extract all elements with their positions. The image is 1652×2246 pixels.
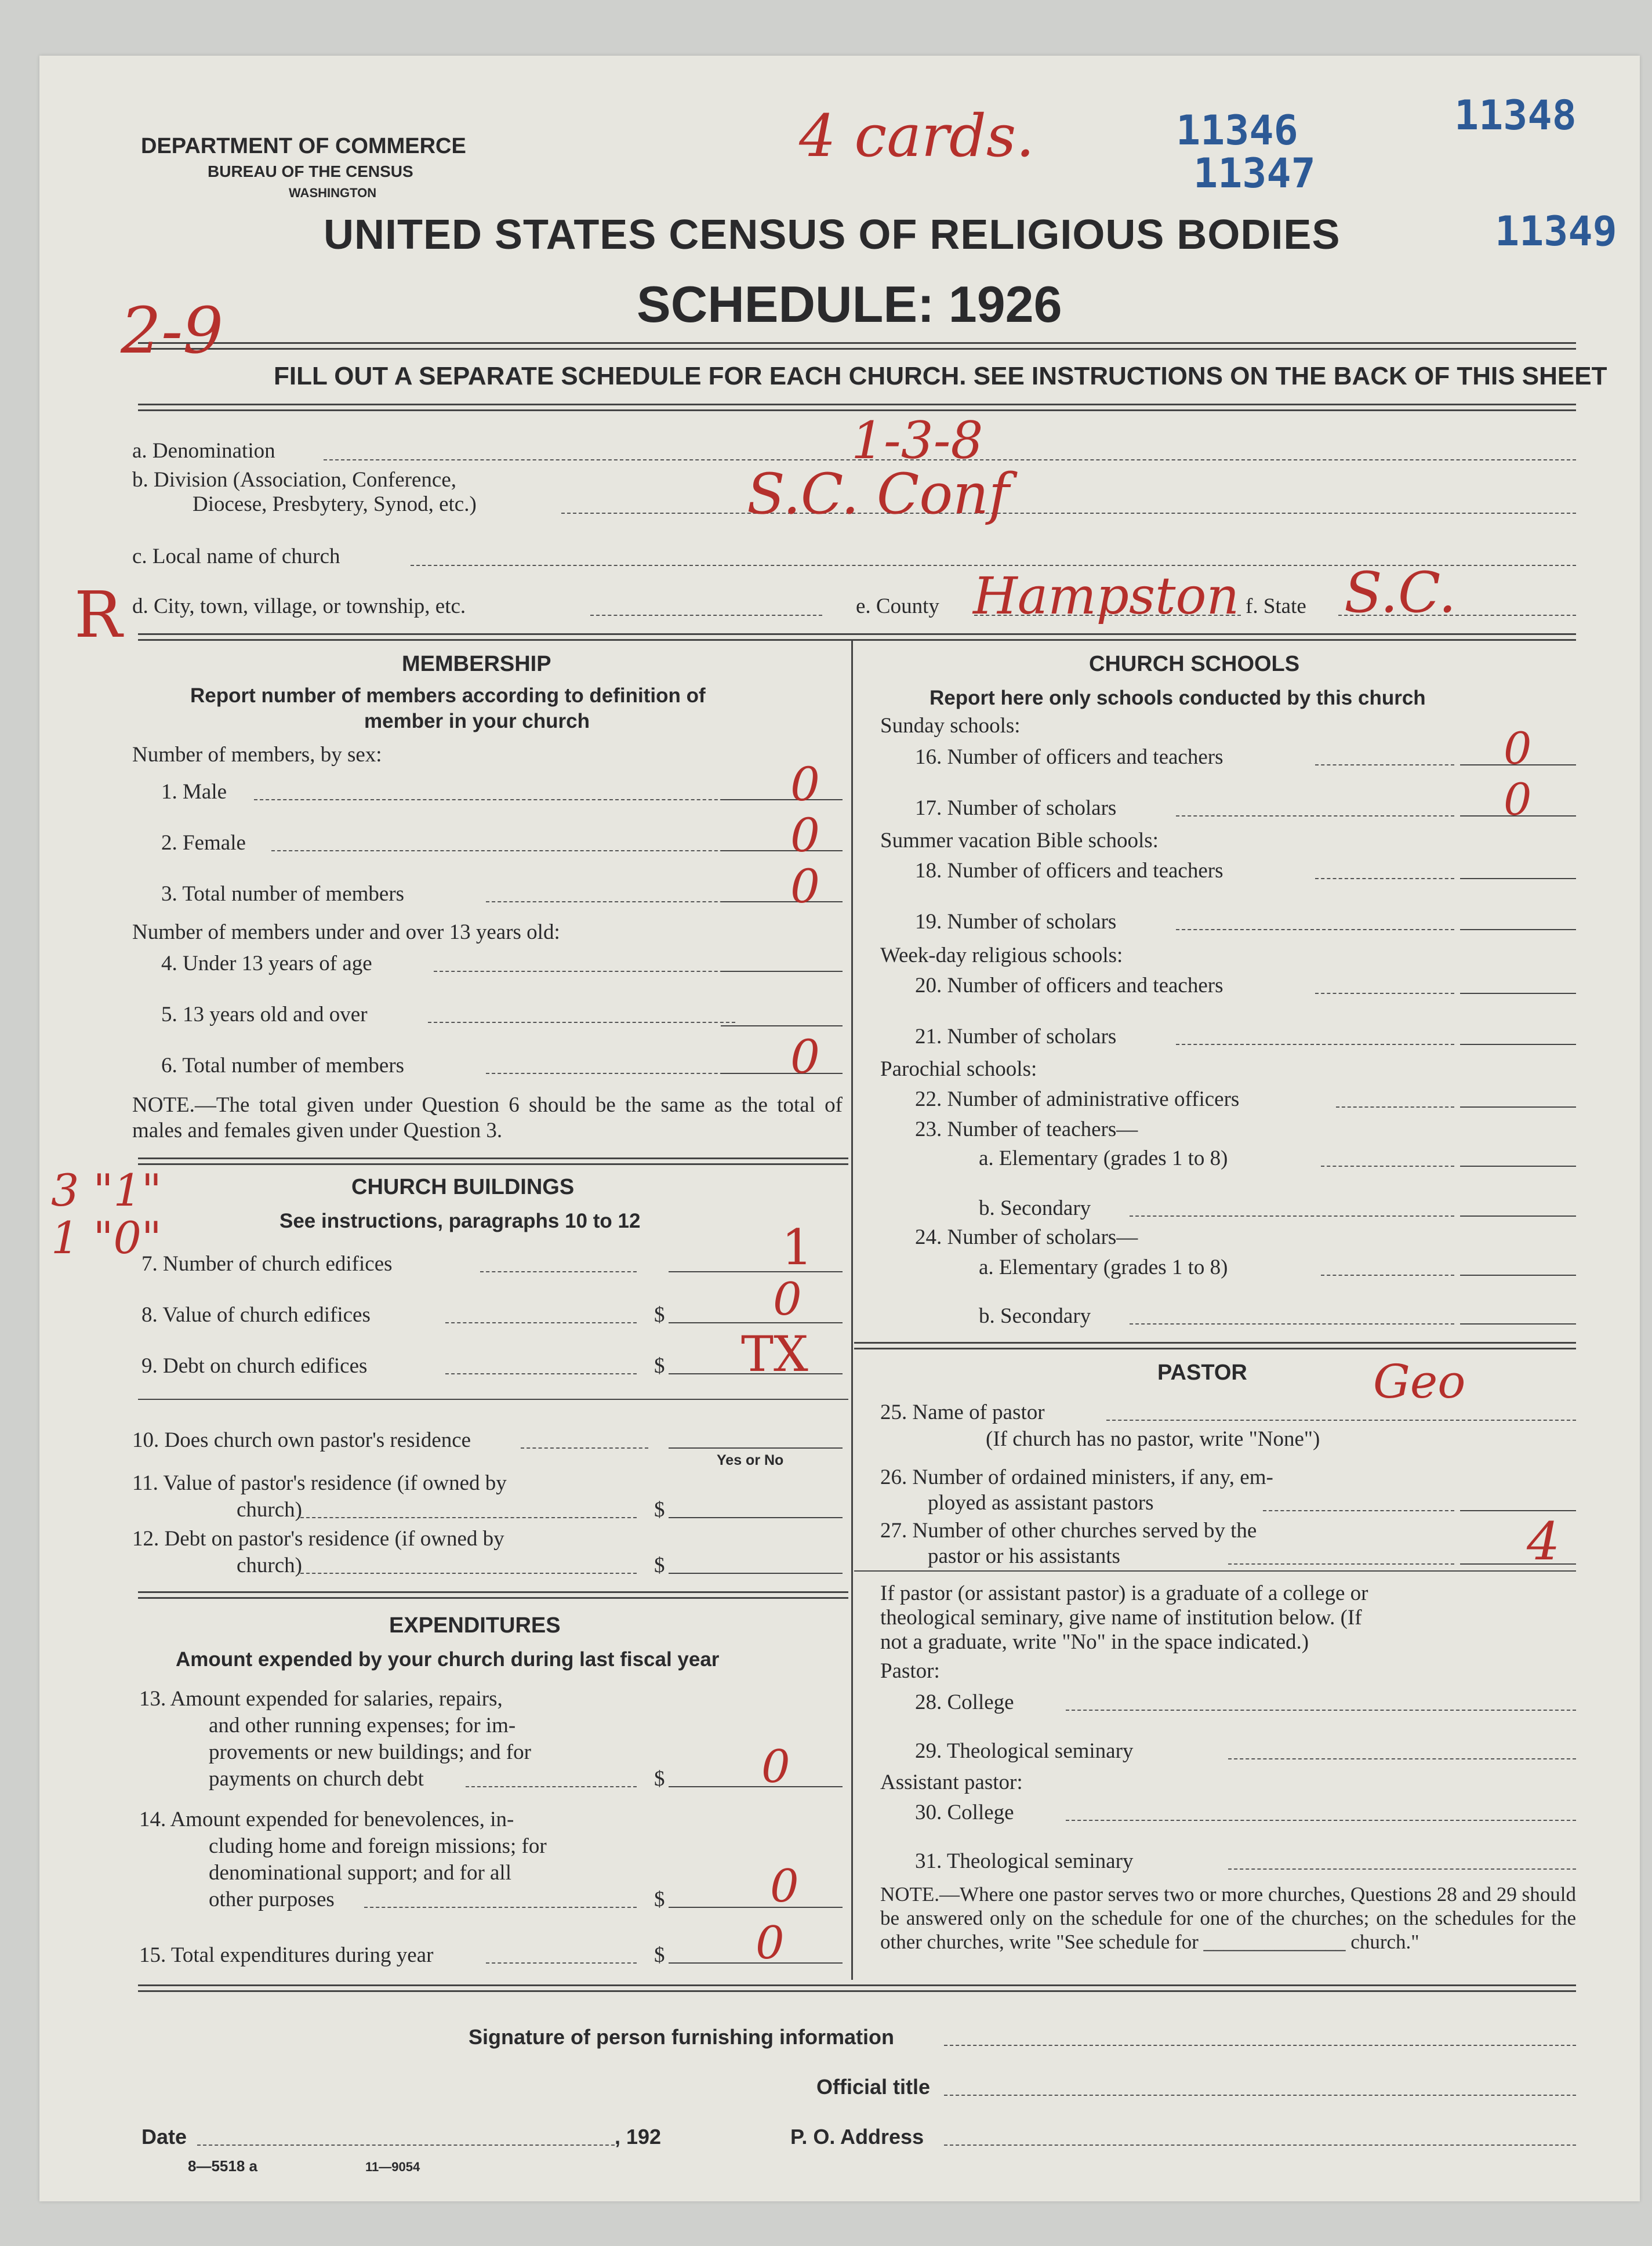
- label-q2-female: 2. Female: [161, 831, 246, 855]
- q14-leader: [364, 1907, 637, 1908]
- label-q19: 19. Number of scholars: [915, 910, 1117, 934]
- q1-answer-line[interactable]: [721, 799, 843, 800]
- hw-margin-note-a: 3 "1": [51, 1164, 162, 1216]
- q30-answer-line[interactable]: [1066, 1820, 1576, 1821]
- label-pastor: Pastor:: [880, 1659, 940, 1683]
- hw-total-members: 0: [790, 859, 820, 913]
- label-q26-line2: ployed as assistant pastors: [928, 1491, 1154, 1515]
- label-q23: 23. Number of teachers—: [915, 1117, 1138, 1141]
- hw-cards: 4 cards.: [799, 102, 1034, 170]
- q22-answer-line[interactable]: [1460, 1106, 1576, 1108]
- q4-leader: [434, 971, 735, 972]
- form-title: UNITED STATES CENSUS OF RELIGIOUS BODIES: [324, 212, 1341, 258]
- q20-answer-line[interactable]: [1460, 993, 1576, 994]
- hw-salaries: 0: [761, 1741, 790, 1793]
- q21-leader: [1176, 1044, 1454, 1045]
- form-number: 8—5518 a: [188, 2157, 257, 2175]
- hw-total-members-6: 0: [790, 1030, 820, 1084]
- q24b-leader: [1130, 1323, 1454, 1325]
- official-title-label: Official title: [816, 2075, 931, 2099]
- q23a-leader: [1321, 1166, 1454, 1167]
- q16-leader: [1315, 764, 1454, 765]
- buildings-rule: [138, 1591, 848, 1599]
- hw-male: 0: [790, 757, 820, 811]
- footer-rule: [138, 1984, 1576, 1992]
- q23b-answer-line[interactable]: [1460, 1215, 1576, 1217]
- hw-other-churches: 4: [1527, 1511, 1560, 1572]
- label-q4-under13: 4. Under 13 years of age: [161, 952, 372, 975]
- q11-answer-line[interactable]: [669, 1517, 843, 1518]
- q31-answer-line[interactable]: [1228, 1868, 1576, 1870]
- q8-answer-line[interactable]: [669, 1322, 843, 1323]
- signature-label: Signature of person furnishing information: [469, 2025, 894, 2049]
- label-q27-line2: pastor or his assistants: [928, 1544, 1120, 1568]
- q12-leader: [300, 1573, 637, 1574]
- q5-leader: [428, 1022, 735, 1023]
- print-number: 11—9054: [365, 2160, 420, 2174]
- label-q16: 16. Number of officers and teachers: [915, 745, 1223, 769]
- q11-leader: [300, 1517, 637, 1518]
- label-q23a: a. Elementary (grades 1 to 8): [979, 1146, 1228, 1170]
- q12-dollar: $: [654, 1554, 665, 1577]
- schools-heading: CHURCH SCHOOLS: [1089, 652, 1300, 676]
- label-division-1: b. Division (Association, Conference,: [132, 468, 456, 492]
- city-line[interactable]: [590, 615, 822, 616]
- q9-dollar: $: [654, 1354, 665, 1378]
- label-q30: 30. College: [915, 1801, 1014, 1824]
- division-line[interactable]: [561, 513, 1576, 514]
- label-q12-line1: 12. Debt on pastor's residence (if owned by: [132, 1527, 504, 1551]
- expenditures-heading: EXPENDITURES: [389, 1613, 561, 1638]
- q2-leader: [271, 850, 735, 851]
- date-label: Date: [141, 2125, 187, 2149]
- membership-note: NOTE.—The total given under Question 6 should be the same as the total of males and females given under Question 3.: [132, 1093, 843, 1142]
- label-q24b: b. Secondary: [979, 1304, 1091, 1328]
- label-summer-schools: Summer vacation Bible schools:: [880, 829, 1159, 852]
- q14-answer-line[interactable]: [669, 1907, 843, 1908]
- q13-dollar: $: [654, 1767, 665, 1791]
- label-q8-edifice-value: 8. Value of church edifices: [141, 1303, 371, 1327]
- bureau-name: BUREAU OF THE CENSUS: [208, 162, 413, 180]
- q8-dollar: $: [654, 1303, 665, 1327]
- dept-name: DEPARTMENT OF COMMERCE: [141, 134, 466, 158]
- membership-sub-2: member in your church: [364, 710, 590, 732]
- q24b-answer-line[interactable]: [1460, 1323, 1576, 1325]
- membership-sub-1: Report number of members according to definition of: [190, 684, 706, 707]
- q25-answer-line[interactable]: [1106, 1420, 1576, 1421]
- q7-answer-line[interactable]: [669, 1271, 843, 1272]
- buildings-heading: CHURCH BUILDINGS: [351, 1175, 575, 1199]
- label-q11-line2: church): [237, 1498, 302, 1522]
- hw-division: S.C. Conf: [747, 462, 1010, 527]
- q20-leader: [1315, 993, 1454, 994]
- schools-rule: [854, 1342, 1576, 1349]
- q13-answer-line[interactable]: [669, 1786, 843, 1787]
- q10-answer-line[interactable]: [669, 1447, 843, 1449]
- label-q14-line4: other purposes: [209, 1888, 335, 1911]
- q15-dollar: $: [654, 1943, 665, 1967]
- census-schedule-sheet: [39, 56, 1640, 2201]
- hw-female: 0: [790, 808, 820, 862]
- hw-sunday-scholars: 0: [1504, 774, 1532, 825]
- q13-leader: [466, 1786, 637, 1787]
- form-subtitle: SCHEDULE: 1926: [637, 275, 1062, 333]
- label-q6-total: 6. Total number of members: [161, 1054, 405, 1077]
- label-by-sex: Number of members, by sex:: [132, 743, 382, 767]
- hw-edifice-value: 0: [773, 1273, 802, 1326]
- hw-edifices: 1: [782, 1219, 813, 1276]
- date-line[interactable]: [197, 2145, 615, 2146]
- label-q9-edifice-debt: 9. Debt on church edifices: [141, 1354, 368, 1378]
- label-q14-line3: denominational support; and for all: [209, 1861, 511, 1885]
- expenditures-sub: Amount expended by your church during last fiscal year: [176, 1648, 720, 1671]
- hw-denomination: 1-3-8: [851, 411, 983, 470]
- label-assistant-pastor: Assistant pastor:: [880, 1770, 1023, 1794]
- signature-line[interactable]: [944, 2045, 1576, 2046]
- label-q26-line1: 26. Number of ordained ministers, if any, em-: [880, 1465, 1273, 1489]
- graduate-note-2: theological seminary, give name of institution below. (If: [880, 1606, 1362, 1630]
- label-local-name: c. Local name of church: [132, 545, 340, 568]
- membership-rule: [138, 1158, 848, 1165]
- q15-leader: [486, 1962, 637, 1964]
- hw-margin-note-b: 1 "0": [51, 1212, 162, 1264]
- form-instruction: FILL OUT A SEPARATE SCHEDULE FOR EACH CHURCH. SEE INSTRUCTIONS ON THE BACK OF THIS SHEET: [274, 362, 1607, 390]
- label-city: d. City, town, village, or township, etc.: [132, 594, 466, 618]
- q14-dollar: $: [654, 1888, 665, 1911]
- q23b-leader: [1130, 1215, 1454, 1217]
- label-q15-total: 15. Total expenditures during year: [139, 1943, 434, 1967]
- column-divider: [851, 640, 853, 1980]
- q2-answer-line[interactable]: [721, 850, 843, 851]
- label-q13-line2: and other running expenses; for im-: [209, 1714, 516, 1737]
- label-sunday-schools: Sunday schools:: [880, 714, 1021, 738]
- q10-leader: [521, 1447, 648, 1449]
- q6-leader: [486, 1073, 735, 1074]
- label-q14-line2: cluding home and foreign missions; for: [209, 1834, 547, 1858]
- buildings-sub: See instructions, paragraphs 10 to 12: [279, 1210, 641, 1232]
- label-q31: 31. Theological seminary: [915, 1849, 1134, 1873]
- q12-answer-line[interactable]: [669, 1573, 843, 1574]
- q24a-answer-line[interactable]: [1460, 1275, 1576, 1276]
- date-year-suffix: , 192: [615, 2125, 662, 2149]
- identification-rule: [138, 633, 1576, 641]
- q5-answer-line[interactable]: [721, 1025, 843, 1026]
- hw-state: S.C.: [1344, 560, 1457, 625]
- hw-county: Hampston: [973, 566, 1240, 626]
- label-q24: 24. Number of scholars—: [915, 1225, 1138, 1249]
- label-q3-total: 3. Total number of members: [161, 882, 405, 906]
- stamp-number-4: 11349: [1495, 208, 1617, 255]
- label-q27-line1: 27. Number of other churches served by the: [880, 1519, 1257, 1543]
- stamp-number-3: 11348: [1454, 92, 1577, 139]
- pastor-note: NOTE.—Where one pastor serves two or more churches, Questions 28 and 29 should be answered only on the schedule for one of the churches; on the schedules for the other churches, write "See schedule for ______________ church.": [880, 1883, 1576, 1953]
- label-q20: 20. Number of officers and teachers: [915, 974, 1223, 997]
- label-state: f. State: [1246, 594, 1306, 618]
- q4-answer-line[interactable]: [721, 971, 843, 972]
- label-q18: 18. Number of officers and teachers: [915, 859, 1223, 883]
- q29-answer-line[interactable]: [1228, 1758, 1576, 1759]
- q8-leader: [445, 1322, 637, 1323]
- label-q29: 29. Theological seminary: [915, 1739, 1134, 1763]
- hw-r-mark: R: [74, 578, 122, 652]
- q18-leader: [1315, 878, 1454, 879]
- q7-leader: [480, 1271, 637, 1272]
- label-q13-line1: 13. Amount expended for salaries, repairs,: [139, 1687, 503, 1711]
- q27-leader: [1228, 1563, 1454, 1565]
- q1-leader: [254, 799, 735, 800]
- hw-benevolences: 0: [770, 1860, 799, 1913]
- hw-code: 2-9: [121, 293, 224, 368]
- label-weekday-schools: Week-day religious schools:: [880, 944, 1123, 967]
- graduate-note-1: If pastor (or assistant pastor) is a graduate of a college or: [880, 1581, 1368, 1605]
- q26-leader: [1263, 1510, 1454, 1511]
- label-q10-residence: 10. Does church own pastor's residence: [132, 1428, 471, 1452]
- q6-answer-line[interactable]: [721, 1073, 843, 1074]
- q17-leader: [1176, 815, 1454, 817]
- hw-pastor-name: Geo: [1373, 1355, 1466, 1409]
- stamp-number-1: 11346: [1176, 107, 1298, 154]
- label-q17: 17. Number of scholars: [915, 796, 1117, 820]
- label-q14-line1: 14. Amount expended for benevolences, in-: [139, 1808, 514, 1831]
- label-q25: 25. Name of pastor: [880, 1400, 1045, 1424]
- po-address-label: P. O. Address: [790, 2125, 924, 2149]
- label-q11-line1: 11. Value of pastor's residence (if owned by: [132, 1471, 507, 1495]
- label-denomination: a. Denomination: [132, 439, 275, 463]
- q25-note: (If church has no pastor, write "None"): [986, 1427, 1320, 1451]
- label-q12-line2: church): [237, 1554, 302, 1577]
- label-county: e. County: [856, 594, 939, 618]
- q22-leader: [1336, 1106, 1454, 1108]
- po-address-line[interactable]: [944, 2145, 1576, 2146]
- hw-sunday-officers: 0: [1504, 723, 1532, 774]
- q18-answer-line[interactable]: [1460, 878, 1576, 879]
- official-title-line[interactable]: [944, 2095, 1576, 2096]
- pastor-mid-rule: [854, 1570, 1576, 1572]
- label-q23b: b. Secondary: [979, 1196, 1091, 1220]
- bureau-city: WASHINGTON: [289, 186, 377, 200]
- hw-total-expenditures: 0: [756, 1917, 785, 1969]
- label-q22: 22. Number of administrative officers: [915, 1087, 1240, 1111]
- label-q13-line4: payments on church debt: [209, 1767, 424, 1791]
- pastor-heading: PASTOR: [1157, 1360, 1247, 1385]
- q9-leader: [445, 1373, 637, 1374]
- label-division-2: Diocese, Presbytery, Synod, etc.): [193, 492, 477, 516]
- label-q24a: a. Elementary (grades 1 to 8): [979, 1256, 1228, 1279]
- q3-leader: [486, 901, 735, 902]
- q11-dollar: $: [654, 1498, 665, 1522]
- q19-leader: [1176, 929, 1454, 930]
- buildings-mid-rule: [138, 1399, 848, 1400]
- label-q28: 28. College: [915, 1690, 1014, 1714]
- q24a-leader: [1321, 1275, 1454, 1276]
- label-parochial-schools: Parochial schools:: [880, 1057, 1037, 1081]
- q21-answer-line[interactable]: [1460, 1044, 1576, 1045]
- q19-answer-line[interactable]: [1460, 929, 1576, 930]
- label-q13-line3: provements or new buildings; and for: [209, 1740, 531, 1764]
- hw-edifice-debt: TX: [741, 1326, 808, 1383]
- yes-or-no-hint: Yes or No: [717, 1452, 784, 1468]
- q28-answer-line[interactable]: [1066, 1710, 1576, 1711]
- label-q1-male: 1. Male: [161, 780, 227, 804]
- q23a-answer-line[interactable]: [1460, 1166, 1576, 1167]
- label-q21: 21. Number of scholars: [915, 1025, 1117, 1048]
- q3-answer-line[interactable]: [721, 901, 843, 902]
- label-by-age: Number of members under and over 13 years old:: [132, 920, 560, 944]
- header-rule: [138, 342, 1576, 350]
- label-q5-over13: 5. 13 years old and over: [161, 1003, 368, 1026]
- stamp-number-2: 11347: [1193, 150, 1316, 197]
- label-q7-edifices: 7. Number of church edifices: [141, 1252, 393, 1276]
- schools-sub: Report here only schools conducted by this church: [930, 687, 1426, 709]
- membership-heading: MEMBERSHIP: [402, 652, 551, 676]
- graduate-note-3: not a graduate, write "No" in the space indicated.): [880, 1630, 1309, 1654]
